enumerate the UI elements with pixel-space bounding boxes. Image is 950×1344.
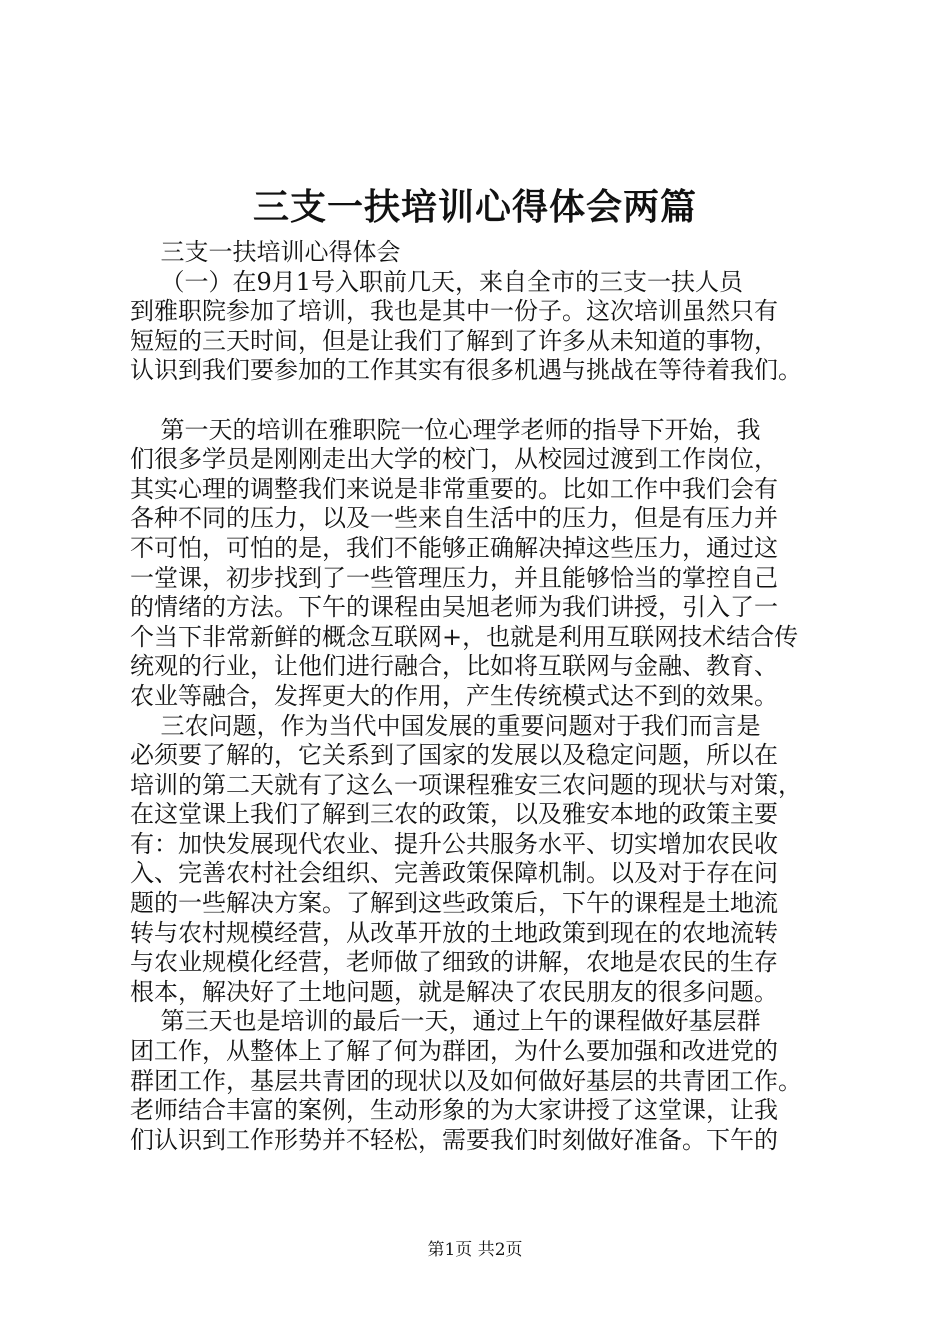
body-text-line: 到雅职院参加了培训，我也是其中一份子。这次培训虽然只有: [130, 297, 778, 326]
body-text-line: 第一天的培训在雅职院一位心理学老师的指导下开始，我: [130, 415, 761, 444]
body-text-line: 入、完善农村社会组织、完善政策保障机制。以及对于存在问: [130, 859, 778, 888]
body-text-line: （一）在9月1号入职前几天，来自全市的三支一扶人员: [130, 267, 744, 296]
body-text-line: 团工作，从整体上了解了何为群团，为什么要加强和改进党的: [130, 1037, 778, 1066]
body-text-line: 在这堂课上我们了解到三农的政策，以及雅安本地的政策主要: [130, 800, 778, 829]
body-text-line: 们认识到工作形势并不轻松，需要我们时刻做好准备。下午的: [130, 1125, 778, 1154]
body-text-line: 三农问题，作为当代中国发展的重要问题对于我们而言是: [130, 711, 761, 740]
body-text-line: 老师结合丰富的案例，生动形象的为大家讲授了这堂课，让我: [130, 1096, 778, 1125]
body-text-line: 培训的第二天就有了这么一项课程雅安三农问题的现状与对策，: [130, 770, 802, 799]
body-text-line: 一堂课，初步找到了一些管理压力，并且能够恰当的掌控自己: [130, 563, 778, 592]
body-text-line: 群团工作，基层共青团的现状以及如何做好基层的共青团工作。: [130, 1066, 802, 1095]
body-text-line: 转与农村规模经营，从改革开放的土地政策到现在的农地流转: [130, 918, 778, 947]
body-text-line: 短短的三天时间，但是让我们了解到了许多从未知道的事物，: [130, 326, 778, 355]
body-text-line: 必须要了解的，它关系到了国家的发展以及稳定问题，所以在: [130, 741, 778, 770]
page-footer: 第1页 共2页: [427, 1240, 523, 1260]
body-text-line: 认识到我们要参加的工作其实有很多机遇与挑战在等待着我们。: [130, 356, 802, 385]
body-text-line: 农业等融合，发挥更大的作用，产生传统模式达不到的效果。: [130, 681, 778, 710]
body-text-line: 们很多学员是刚刚走出大学的校门，从校园过渡到工作岗位，: [130, 445, 778, 474]
body-text-line: 第三天也是培训的最后一天，通过上午的课程做好基层群: [130, 1007, 761, 1036]
body-text-line: 个当下非常新鲜的概念互联网+，也就是利用互联网技术结合传: [130, 622, 799, 651]
body-text-line: 的情绪的方法。下午的课程由吴旭老师为我们讲授，引入了一: [130, 593, 778, 622]
body-text-line: 与农业规模化经营，老师做了细致的讲解，农地是农民的生存: [130, 948, 778, 977]
body-text-line: 不可怕，可怕的是，我们不能够正确解决掉这些压力，通过这: [130, 533, 778, 562]
body-text-line: 其实心理的调整我们来说是非常重要的。比如工作中我们会有: [130, 474, 778, 503]
document-body: [130, 238, 835, 1155]
body-text-line: 三支一扶培训心得体会: [130, 238, 401, 266]
body-text-line: 统观的行业，让他们进行融合，比如将互联网与金融、教育、: [130, 652, 778, 681]
blank-line: [130, 386, 835, 416]
body-text-line: 题的一些解决方案。了解到这些政策后，下午的课程是土地流: [130, 889, 778, 918]
body-text-line: 各种不同的压力，以及一些来自生活中的压力，但是有压力并: [130, 504, 778, 533]
body-text-line: 根本，解决好了土地问题，就是解决了农民朋友的很多问题。: [130, 977, 778, 1006]
document-title: 三支一扶培训心得体会两篇: [252, 186, 697, 228]
body-text-line: 有：加快发展现代农业、提升公共服务水平、切实增加农民收: [130, 829, 778, 858]
